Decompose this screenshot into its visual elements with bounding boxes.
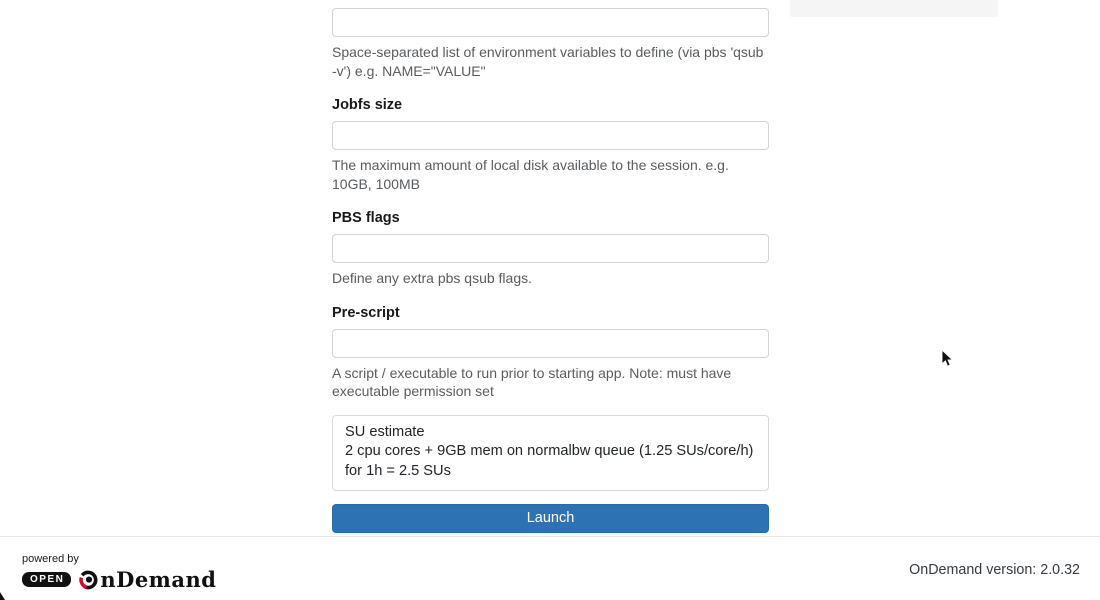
ondemand-logo-o-icon [78, 569, 99, 590]
powered-by-label: powered by [22, 553, 79, 565]
pre-script-help: A script / executable to run prior to starting app. Note: must have executable permission set [332, 364, 732, 399]
jobfs-size-input[interactable] [332, 121, 769, 150]
launch-form [332, 8, 769, 585]
jobfs-size-help: The maximum amount of local disk available to the session. e.g. 10GB, 100MB [332, 157, 729, 192]
field-pre-script [332, 305, 769, 401]
su-estimate-box [332, 415, 769, 492]
ondemand-version: OnDemand version: 2.0.32 [909, 562, 1080, 578]
pbs-flags-help: Define any extra pbs qsub flags. [332, 270, 533, 286]
pre-script-label: Pre-script [332, 304, 400, 321]
su-estimate-title: SU estimate [345, 423, 425, 440]
pre-script-input[interactable] [332, 329, 769, 358]
ondemand-logo-text: nDemand [100, 567, 217, 592]
field-pbs-flags [332, 210, 769, 288]
open-ondemand-logo [22, 567, 216, 592]
open-badge: OPEN [22, 572, 71, 587]
mouse-cursor-icon [941, 349, 954, 368]
env-vars-input[interactable] [332, 8, 769, 37]
field-jobfs-size [332, 97, 769, 193]
field-env-vars [332, 8, 769, 80]
pbs-flags-input[interactable] [332, 234, 769, 263]
page-footer [0, 536, 1100, 600]
env-vars-help: Space-separated list of environment variables to define (via pbs 'qsub -v') e.g. NAME="VALUE" [332, 44, 764, 79]
su-estimate-detail: 2 cpu cores + 9GB mem on normalbw queue (1.25 SUs/core/h) for 1h = 2.5 SUs [345, 443, 754, 479]
launch-button[interactable]: Launch [332, 504, 769, 533]
pbs-flags-label: PBS flags [332, 210, 400, 226]
jobfs-size-label: Jobfs size [332, 97, 403, 113]
top-right-placeholder [790, 0, 998, 17]
